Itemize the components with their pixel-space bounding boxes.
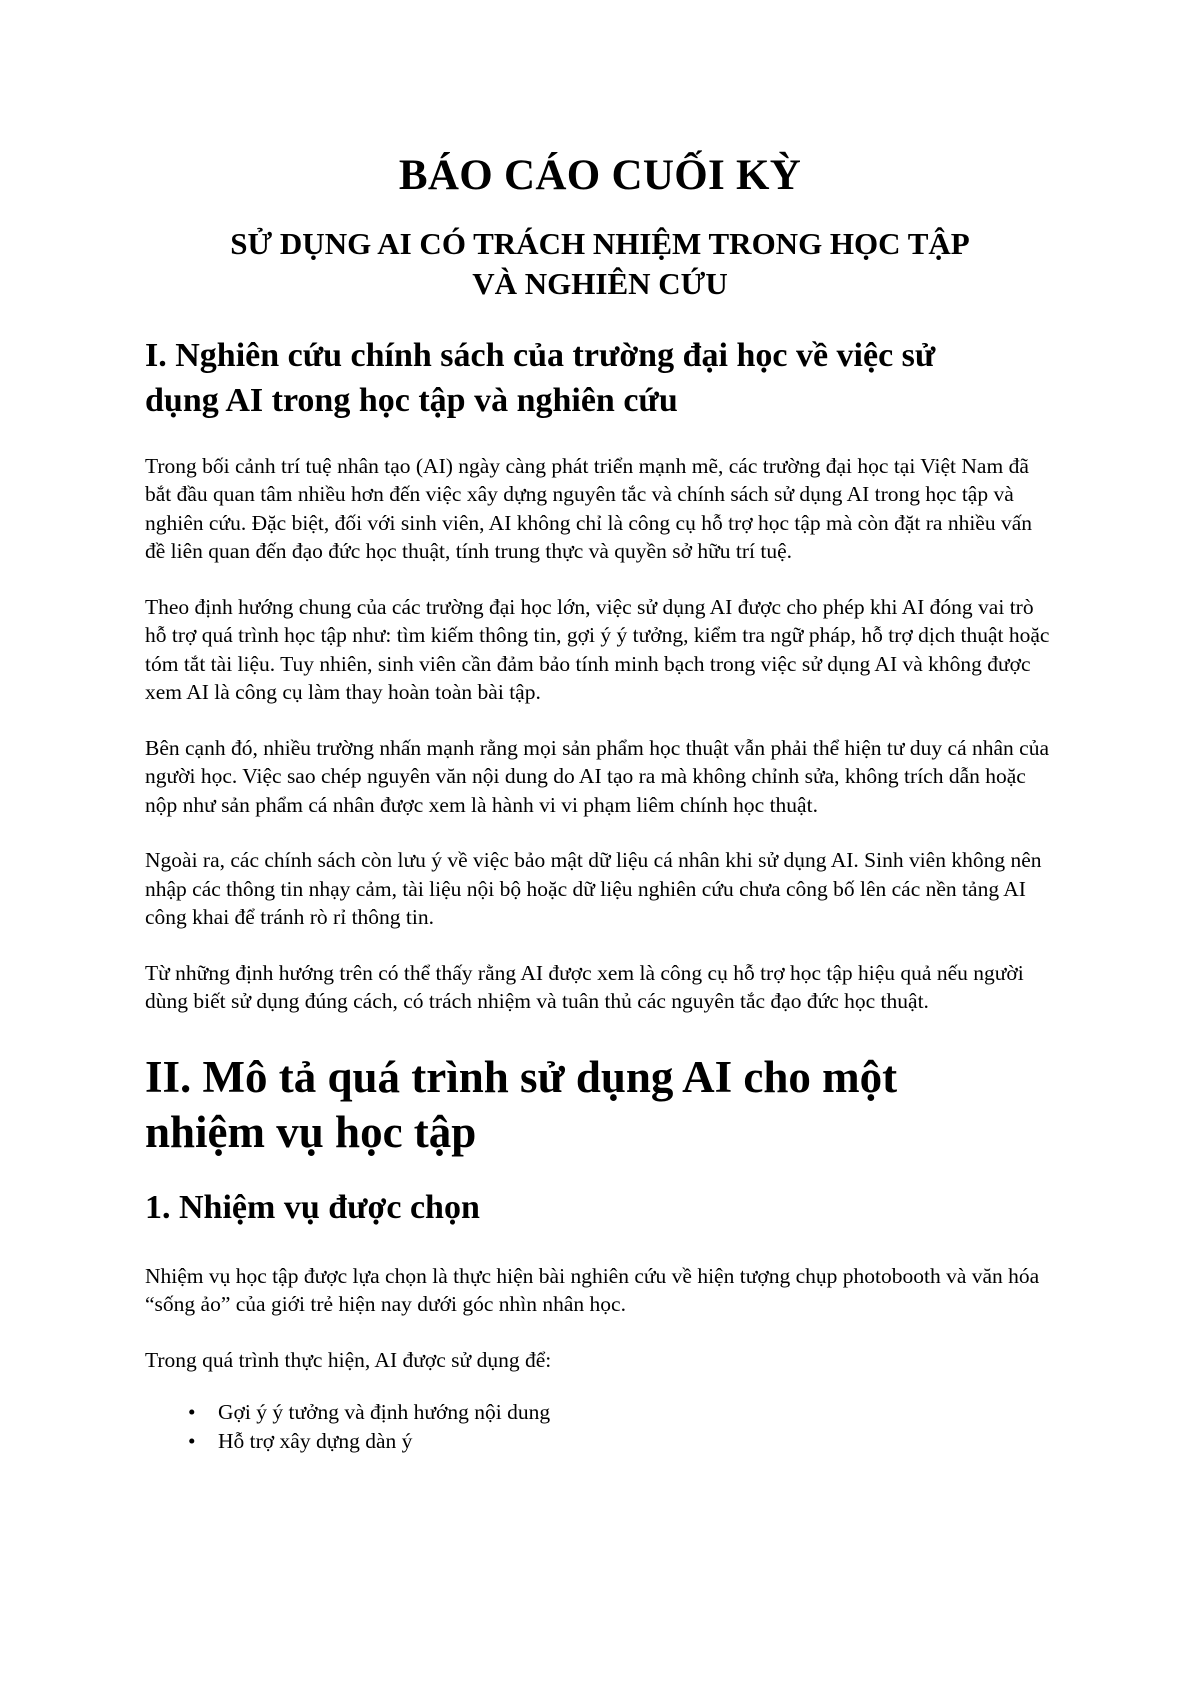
report-subtitle (145, 224, 1055, 305)
bullet-icon: • (188, 1428, 196, 1453)
subsection-1-paragraph-2: Trong quá trình thực hiện, AI được sử dụng để: (145, 1347, 552, 1372)
section-2-heading-line-2: nhiệm vụ học tập (145, 1106, 477, 1157)
ai-usage-list (145, 1398, 1055, 1455)
report-subtitle-line-2: VÀ NGHIÊN CỨU (472, 265, 728, 301)
list-item (145, 1398, 1055, 1427)
list-item (145, 1427, 1055, 1456)
section-2-heading (145, 1050, 1055, 1160)
subsection-1-paragraph-1: Nhiệm vụ học tập được lựa chọn là thực hiện bài nghiên cứu về hiện tượng chụp photobooth và văn hóa “sống ảo” của giới trẻ hiện nay dưới góc nhìn nhân học. (145, 1263, 1040, 1317)
report-title: BÁO CÁO CUỐI KỲ (398, 152, 802, 199)
section-1-heading (145, 334, 1055, 424)
section-1-heading-line-2: dụng AI trong học tập và nghiên cứu (145, 382, 678, 420)
section-1-paragraph-2: Theo định hướng chung của các trường đại học lớn, việc sử dụng AI được cho phép khi AI đóng vai trò hỗ trợ quá trình học tập như: tìm kiếm thông tin, gợi ý ý tưởng, kiểm tra ngữ pháp, hỗ trợ dịch thuật hoặc tóm tắt tài liệu. Tuy nhiên, sinh viên cần đảm bảo tính minh bạch trong việc sử dụng AI và không được xem AI là công cụ làm thay hoàn toàn bài tập. (145, 594, 1050, 705)
section-2-heading-line-1: II. Mô tả quá trình sử dụng AI cho một (145, 1051, 898, 1102)
document-content (145, 150, 1055, 1455)
section-1-paragraph-3: Bên cạnh đó, nhiều trường nhấn mạnh rằng mọi sản phẩm học thuật vẫn phải thể hiện tư duy cá nhân của người học. Việc sao chép nguyên văn nội dung do AI tạo ra mà không chỉnh sửa, không trích dẫn hoặc nộp như sản phẩm cá nhân được xem là hành vi vi phạm liêm chính học thuật. (145, 735, 1049, 817)
section-1-paragraph-5: Từ những định hướng trên có thể thấy rằng AI được xem là công cụ hỗ trợ học tập hiệu quả nếu người dùng biết sử dụng đúng cách, có trách nhiệm và tuân thủ các nguyên tắc đạo đức học thuật. (145, 960, 1024, 1014)
section-1-paragraph-4: Ngoài ra, các chính sách còn lưu ý về việc bảo mật dữ liệu cá nhân khi sử dụng AI. Sinh viên không nên nhập các thông tin nhạy cảm, tài liệu nội bộ hoặc dữ liệu nghiên cứu chưa công bố lên các nền tảng AI công khai để tránh rò rỉ thông tin. (145, 848, 1042, 930)
section-1-paragraph-1: Trong bối cảnh trí tuệ nhân tạo (AI) ngày càng phát triển mạnh mẽ, các trường đại học tại Việt Nam đã bắt đầu quan tâm nhiều hơn đến việc xây dựng nguyên tắc và chính sách sử dụng AI trong học tập và nghiên cứu. Đặc biệt, đối với sinh viên, AI không chỉ là công cụ hỗ trợ học tập mà còn đặt ra nhiều vấn đề liên quan đến đạo đức học thuật, tính trung thực và quyền sở hữu trí tuệ. (145, 453, 1033, 564)
report-subtitle-line-1: SỬ DỤNG AI CÓ TRÁCH NHIỆM TRONG HỌC TẬP (230, 225, 970, 261)
list-item-text: Gợi ý ý tưởng và định hướng nội dung (218, 1400, 551, 1425)
subsection-1-heading: 1. Nhiệm vụ được chọn (145, 1188, 480, 1226)
section-1-heading-line-1: I. Nghiên cứu chính sách của trường đại học về việc sử (145, 337, 936, 375)
list-item-text: Hỗ trợ xây dựng dàn ý (218, 1428, 413, 1453)
bullet-icon: • (188, 1400, 196, 1425)
